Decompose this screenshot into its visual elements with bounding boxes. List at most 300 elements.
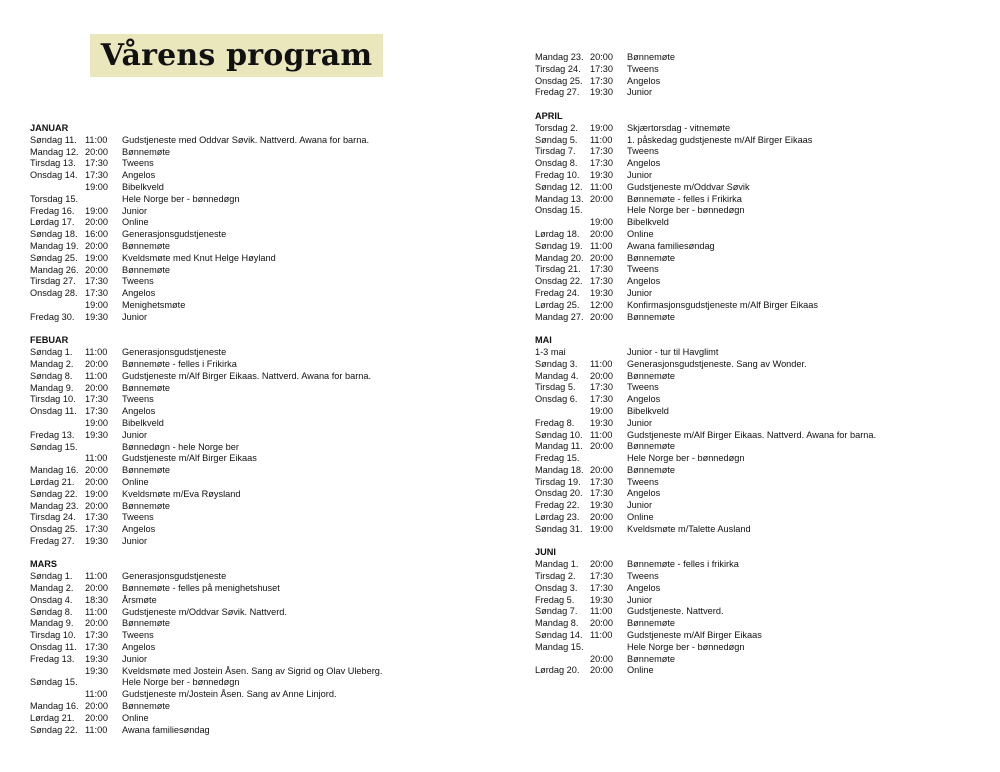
schedule-row [30,725,490,737]
title-banner [90,34,383,77]
schedule-event: Angelos [122,170,156,181]
schedule-time: 20:00 [85,382,108,393]
schedule-event: Bønnemøte [122,146,170,157]
schedule-day: Tirsdag 21. [535,264,581,275]
schedule-day: Tirsdag 27. [30,276,76,287]
schedule-event: Kveldsmøte med Jostein Åsen. Sang av Sigrid og Olav Uleberg. [122,665,383,676]
schedule-event: Gudstjeneste. Nattverd. [627,606,724,617]
schedule-row [535,312,985,324]
schedule-event: Online [627,512,654,523]
schedule-time: 20:00 [85,240,108,251]
schedule-event: Hele Norge ber - bønnedøgn [122,193,240,204]
schedule-row [30,170,490,182]
schedule-row [535,170,985,182]
schedule-day: Tirsdag 7. [535,146,576,157]
schedule-event: Bønnemøte [122,264,170,275]
schedule-event: Angelos [627,158,661,169]
schedule-time: 11:00 [85,134,108,145]
schedule-day: Mandag 23. [535,52,584,62]
schedule-event: Junior [627,169,653,180]
schedule-row [30,206,490,218]
schedule-time: 19:30 [85,665,108,676]
schedule-time: 20:00 [85,465,108,476]
schedule-day: Søndag 7. [535,606,578,617]
schedule-time: 11:00 [85,689,108,700]
schedule-row [535,477,985,489]
schedule-event: Online [122,712,149,723]
schedule-row [30,677,490,689]
schedule-row [30,158,490,170]
schedule-row [30,477,490,489]
schedule-row [535,642,985,654]
schedule-day: Tirsdag 5. [535,382,576,393]
schedule-event: Bønnemøte [627,464,675,475]
schedule-time: 20:00 [590,464,613,475]
schedule-row [30,654,490,666]
schedule-day: Onsdag 28. [30,288,78,299]
schedule-event: Tweens [627,264,659,275]
schedule-row [535,253,985,265]
schedule-day: Mandag 11. [535,441,583,452]
schedule-day: Onsdag 3. [535,582,578,593]
schedule-time: 20:00 [85,476,108,487]
schedule-time: 19:30 [590,87,613,98]
schedule-time: 19:00 [590,405,613,416]
schedule-event: Bønnemøte [122,500,170,511]
schedule-row [30,571,490,583]
schedule-row [30,383,490,395]
schedule-row [535,418,985,430]
schedule-event: Bønnemøte [627,370,675,381]
schedule-row [535,146,985,158]
schedule-row [30,642,490,654]
schedule-event: Junior [122,205,148,216]
schedule-event: Tweens [627,476,659,487]
schedule-day: Søndag 15. [30,441,78,452]
schedule-day: Mandag 23. [30,500,79,511]
schedule-event: Tweens [122,394,154,405]
section-gap [535,99,985,111]
schedule-day: Lørdag 23. [535,512,580,523]
schedule-day: Fredag 15. [535,453,580,464]
schedule-time: 17:30 [590,476,613,487]
schedule-event: Tweens [627,571,659,582]
section-gap [535,536,985,548]
schedule-time: 20:00 [590,370,613,381]
schedule-row [30,276,490,288]
schedule-row [30,253,490,265]
schedule-row [535,264,985,276]
schedule-row [30,182,490,194]
schedule-event: Tweens [122,158,154,169]
schedule-day: Tirsdag 19. [535,476,581,487]
schedule-event: Bønnemøte [122,701,170,712]
schedule-day: Torsdag 2. [535,122,578,133]
schedule-event: 1. påskedag gudstjeneste m/Alf Birger Eikaas [627,134,813,145]
schedule-event: Junior [627,417,653,428]
schedule-time: 11:00 [85,571,108,582]
schedule-event: Bønnemøte [627,311,675,322]
schedule-day: Søndag 3. [535,358,578,369]
schedule-row [30,241,490,253]
schedule-time: 20:00 [85,701,108,712]
schedule-day: Onsdag 25. [30,524,78,535]
schedule-event: Bibelkveld [627,405,669,416]
schedule-event: Junior [122,429,148,440]
schedule-row [30,406,490,418]
schedule-time: 19:00 [85,181,108,192]
schedule-day: Søndag 11. [30,134,77,145]
schedule-event: Bønnemøte [627,52,675,62]
schedule-day [30,182,85,194]
schedule-event: Bønnemøte [627,618,675,629]
schedule-day: Fredag 5. [535,594,575,605]
schedule-row [535,618,985,630]
schedule-time: 19:00 [590,122,613,133]
schedule-time: 20:00 [590,52,613,62]
schedule-time: 20:00 [590,252,613,263]
schedule-event: Hele Norge ber - bønnedøgn [627,205,745,216]
schedule-time: 19:00 [590,217,613,228]
schedule-day: Søndag 14. [535,630,583,641]
schedule-row [535,241,985,253]
schedule-event: Hele Norge ber - bønnedøgn [627,453,745,464]
schedule-time: 19:30 [590,287,613,298]
schedule-day: Søndag 1. [30,347,73,358]
schedule-row [30,135,490,147]
schedule-day: Søndag 15. [30,677,78,688]
schedule-event: Online [122,217,149,228]
schedule-row [535,654,985,666]
schedule-row [535,665,985,677]
schedule-row [30,229,490,241]
schedule-day: Mandag 26. [30,264,79,275]
schedule-time: 20:00 [85,618,108,629]
schedule-event: Bønnemøte - felles i frikirka [627,559,739,570]
schedule-event: Angelos [627,75,661,86]
schedule-row [535,559,985,571]
schedule-day: Fredag 8. [535,417,575,428]
schedule-event: Junior [122,653,148,664]
schedule-day: Mandag 13. [535,193,584,204]
schedule-time: 20:00 [590,311,613,322]
schedule-row [30,465,490,477]
schedule-row [30,359,490,371]
schedule-day: Lørdag 21. [30,476,75,487]
schedule-day: Onsdag 6. [535,394,578,405]
schedule-event: Online [627,665,654,676]
schedule-event: Årsmøte [122,594,157,605]
schedule-row [535,571,985,583]
schedule-day: Søndag 10. [535,429,583,440]
schedule-row [535,524,985,536]
schedule-row [30,217,490,229]
schedule-event: Tweens [627,382,659,393]
schedule-day: Tirsdag 10. [30,394,76,405]
schedule-time: 17:30 [590,488,613,499]
schedule-time: 11:00 [590,429,613,440]
schedule-event: Kveldsmøte m/Talette Ausland [627,523,751,534]
schedule-row [30,394,490,406]
schedule-time: 17:30 [590,276,613,287]
schedule-day: Onsdag 22. [535,276,583,287]
schedule-time: 19:30 [590,417,613,428]
schedule-day [30,666,85,678]
schedule-time: 17:30 [590,264,613,275]
schedule-event: Angelos [122,288,156,299]
schedule-row [535,158,985,170]
schedule-row [535,205,985,217]
schedule-time: 19:30 [85,311,108,322]
schedule-day: Mandag 19. [30,240,79,251]
schedule-day: Mandag 27. [535,311,584,322]
schedule-event: Bønnemøte [122,465,170,476]
schedule-day: Onsdag 8. [535,158,578,169]
schedule-event: Bønnemøte [627,252,675,263]
schedule-time: 11:00 [590,358,613,369]
schedule-time: 11:00 [590,134,613,145]
schedule-time: 17:30 [85,158,108,169]
section-gap [30,324,490,336]
schedule-time: 17:30 [590,75,613,86]
schedule-event: Bønnemøte - felles i Frikirka [627,193,742,204]
schedule-row [30,713,490,725]
schedule-day [30,453,85,465]
schedule-row [535,500,985,512]
schedule-event: Bønnemøte [627,441,675,452]
schedule-day: Søndag 31. [535,523,583,534]
schedule-event: Tweens [627,63,659,74]
schedule-day: Mandag 4. [535,370,579,381]
month-heading: JUNI [535,547,556,558]
schedule-row [535,194,985,206]
schedule-row [30,618,490,630]
schedule-event: Gudstjeneste m/Alf Birger Eikaas. Nattverd. Awana for barna. [627,429,877,440]
schedule-row [30,489,490,501]
schedule-day: Tirsdag 13. [30,158,76,169]
schedule-day: Mandag 9. [30,382,74,393]
schedule-time: 17:30 [85,512,108,523]
schedule-day [535,217,590,229]
schedule-day: Fredag 16. [30,205,75,216]
schedule-day [535,406,590,418]
schedule-row [535,87,985,99]
schedule-time [590,205,627,217]
schedule-row [30,607,490,619]
schedule-day: Lørdag 18. [535,228,580,239]
schedule-day: Tirsdag 2. [535,571,576,582]
schedule-day: Mandag 16. [30,465,79,476]
schedule-row [30,501,490,513]
schedule-time [85,194,122,206]
section-gap [535,323,985,335]
schedule-row [30,147,490,159]
schedule-time: 11:00 [85,606,108,617]
schedule-row [30,442,490,454]
schedule-time: 11:00 [590,181,613,192]
schedule-row [535,182,985,194]
schedule-time: 19:00 [85,417,108,428]
schedule-event: Tweens [122,630,154,641]
schedule-day: Tirsdag 24. [535,63,581,74]
schedule-row [30,666,490,678]
month-heading: APRIL [535,110,563,121]
schedule-time: 12:00 [590,299,613,310]
schedule-event: Generasjonsgudstjeneste [122,571,227,582]
schedule-time: 17:30 [85,406,108,417]
schedule-day: Tirsdag 10. [30,630,76,641]
schedule-day: Mandag 1. [535,559,579,570]
schedule-row [30,595,490,607]
schedule-row [535,453,985,465]
schedule-time: 11:00 [85,370,108,381]
schedule-row [30,512,490,524]
schedule-time: 17:30 [85,642,108,653]
schedule-event: Tweens [122,276,154,287]
schedule-row [30,418,490,430]
schedule-event: Gudstjeneste med Oddvar Søvik. Nattverd. Awana for barna. [122,134,369,145]
schedule-time: 17:30 [590,582,613,593]
schedule-event: Bibelkveld [122,417,164,428]
schedule-row [535,595,985,607]
schedule-event: Online [627,228,654,239]
schedule-row [535,52,985,64]
schedule-time [590,642,627,654]
schedule-event: Gudstjeneste m/Oddvar Søvik [627,181,750,192]
schedule-row [30,453,490,465]
schedule-event: Awana familiesøndag [122,724,210,735]
schedule-time: 19:30 [85,535,108,546]
schedule-time: 17:30 [590,571,613,582]
schedule-time: 20:00 [85,358,108,369]
schedule-time: 17:30 [590,146,613,157]
schedule-time: 19:00 [590,523,613,534]
schedule-day: Mandag 9. [30,618,74,629]
schedule-day: Fredag 13. [30,653,75,664]
schedule-time: 20:00 [85,264,108,275]
schedule-row [30,536,490,548]
schedule-day: Fredag 27. [30,535,75,546]
schedule-time: 19:30 [590,500,613,511]
schedule-event: Junior - tur til Havglimt [627,346,719,357]
schedule-time: 20:00 [590,193,613,204]
schedule-time [85,677,122,689]
schedule-day [535,654,590,666]
schedule-day: Søndag 8. [30,606,73,617]
schedule-event: Skjærtorsdag - vitnemøte [627,122,731,133]
schedule-row [30,371,490,383]
schedule-time: 17:30 [85,524,108,535]
schedule-row [535,406,985,418]
schedule-day: Fredag 27. [535,87,580,98]
schedule-event: Tweens [627,146,659,157]
schedule-row [30,701,490,713]
schedule-event: Hele Norge ber - bønnedøgn [627,641,745,652]
schedule-event: Kveldsmøte med Knut Helge Høyland [122,252,276,263]
schedule-row [535,76,985,88]
schedule-event: Gudstjeneste m/Alf Birger Eikaas [627,630,762,641]
schedule-row [535,488,985,500]
schedule-event: Hele Norge ber - bønnedøgn [122,677,240,688]
schedule-time: 11:00 [590,606,613,617]
schedule-day [30,689,85,701]
schedule-time: 17:30 [85,630,108,641]
schedule-row [30,430,490,442]
schedule-time: 17:30 [85,276,108,287]
schedule-time: 17:30 [85,170,108,181]
schedule-time: 17:30 [85,394,108,405]
schedule-event: Junior [122,535,148,546]
section-gap [30,548,490,560]
schedule-day: Søndag 18. [30,229,78,240]
schedule-time: 20:00 [85,712,108,723]
schedule-day: Søndag 12. [535,181,583,192]
schedule-row [535,135,985,147]
schedule-row [535,430,985,442]
schedule-row [30,630,490,642]
page-title: Vårens program [100,38,373,73]
schedule-row [535,512,985,524]
schedule-day: Fredag 24. [535,287,580,298]
schedule-time: 11:00 [590,630,613,641]
schedule-time: 20:00 [590,665,613,676]
schedule-event: Junior [122,311,148,322]
schedule-time: 19:30 [590,169,613,180]
schedule-event: Gudstjeneste m/Oddvar Søvik. Nattverd. [122,606,287,617]
schedule-day: Fredag 22. [535,500,580,511]
schedule-time: 20:00 [85,217,108,228]
schedule-event: Bønnedøgn - hele Norge ber [122,441,239,452]
schedule-time [590,347,627,359]
schedule-row [535,583,985,595]
schedule-row [30,288,490,300]
schedule-row [535,300,985,312]
schedule-time: 20:00 [590,441,613,452]
schedule-time: 17:30 [590,394,613,405]
schedule-event: Angelos [627,276,661,287]
schedule-time: 11:00 [590,240,613,251]
schedule-time [85,442,122,454]
schedule-day: Søndag 25. [30,252,78,263]
schedule-day: Søndag 22. [30,724,78,735]
schedule-time: 17:30 [590,382,613,393]
schedule-time: 20:00 [590,228,613,239]
schedule-time: 18:30 [85,594,108,605]
schedule-row [30,524,490,536]
schedule-row [535,347,985,359]
schedule-time: 20:00 [590,559,613,570]
schedule-time: 19:30 [85,653,108,664]
schedule-event: Bønnemøte - felles på menighetshuset [122,583,280,594]
schedule-column-right [535,52,985,677]
schedule-event: Online [122,476,149,487]
schedule-row [535,394,985,406]
month-heading: FEBUAR [30,335,69,346]
schedule-row [535,465,985,477]
schedule-day: Tirsdag 24. [30,512,76,523]
schedule-day: Onsdag 11. [30,406,77,417]
schedule-event: Angelos [122,406,156,417]
schedule-row [30,689,490,701]
schedule-day: Mandag 12. [30,146,79,157]
schedule-day [30,300,85,312]
schedule-column-left [30,123,490,736]
schedule-row [30,265,490,277]
schedule-day: Torsdag 15. [30,193,79,204]
schedule-day: Søndag 19. [535,240,583,251]
schedule-event: Bønnemøte [122,240,170,251]
schedule-event: Bønnemøte [122,618,170,629]
